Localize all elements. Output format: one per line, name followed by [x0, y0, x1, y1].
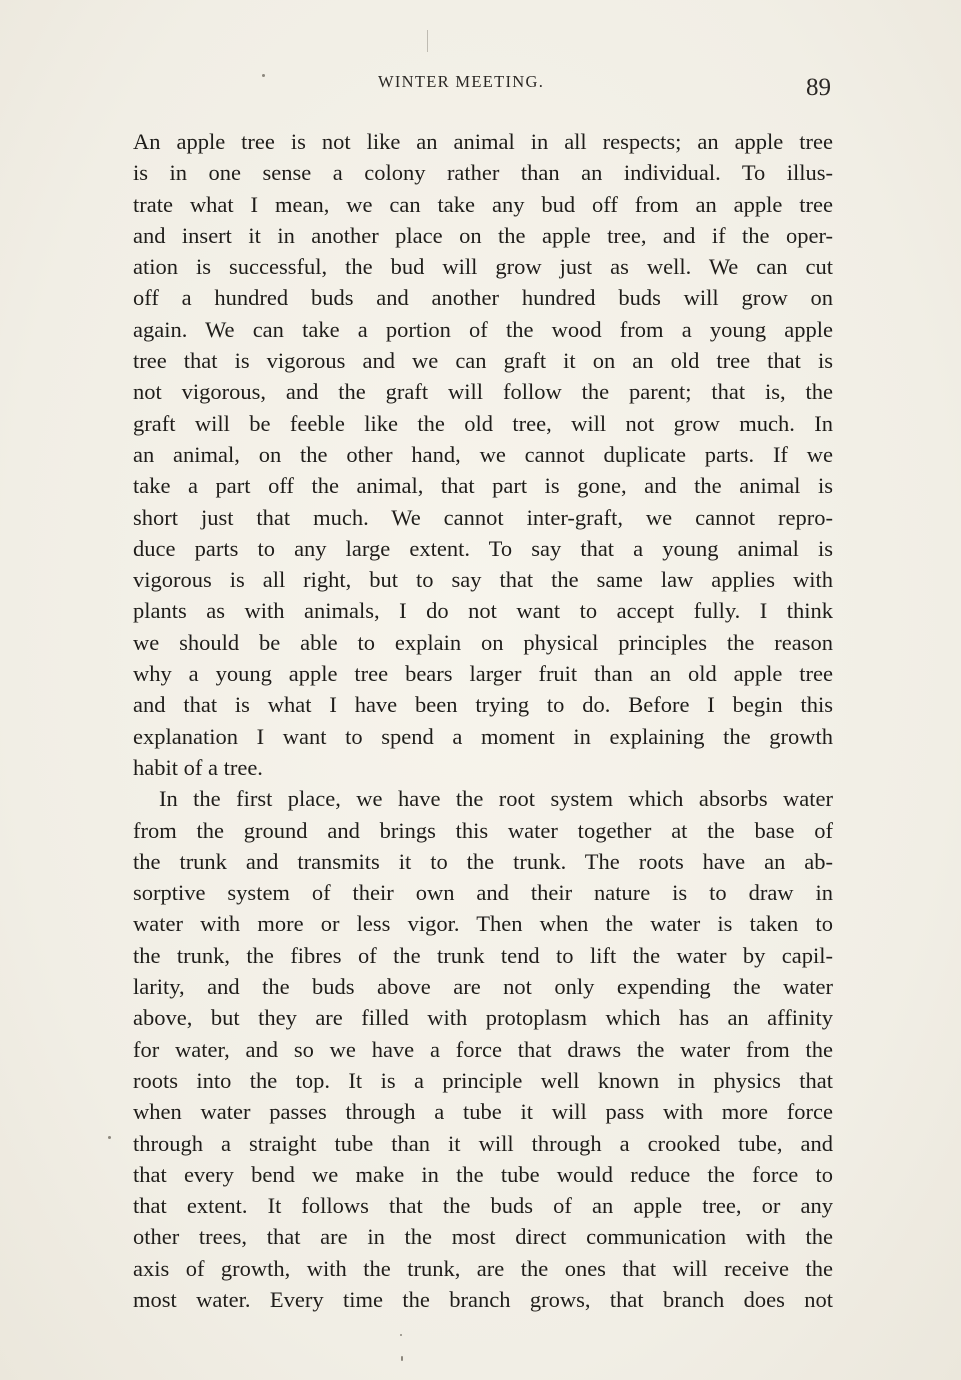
scan-speck: [400, 1334, 402, 1336]
text-line: roots into the top. It is a principle well known in physics that: [133, 1067, 833, 1093]
text-line: ation is successful, the bud will grow just as well. We can cut: [133, 254, 833, 280]
text-line: tree that is vigorous and we can graft it on an old tree that is: [133, 348, 833, 374]
scan-speck: [262, 74, 265, 77]
text-line: water with more or less vigor. Then when the water is taken to: [133, 911, 833, 937]
text-line: other trees, that are in the most direct communication with the: [133, 1224, 833, 1250]
text-line: is in one sense a colony rather than an individual. To illus-: [133, 160, 833, 186]
text-line: that every bend we make in the tube would reduce the force to: [133, 1161, 833, 1187]
text-line: In the first place, we have the root system which absorbs water: [159, 786, 833, 812]
text-line: that extent. It follows that the buds of an apple tree, or any: [133, 1193, 833, 1219]
paragraph-1: [133, 126, 833, 783]
scan-speck: [108, 1136, 111, 1139]
text-line: and insert it in another place on the apple tree, and if the oper-: [133, 222, 833, 248]
text-line: short just that much. We cannot inter-graft, we cannot repro-: [133, 504, 833, 530]
text-line: most water. Every time the branch grows, that branch does not: [133, 1286, 833, 1312]
text-line: not vigorous, and the graft will follow the parent; that is, the: [133, 379, 833, 405]
text-line: duce parts to any large extent. To say that a young animal is: [133, 535, 833, 561]
text-line: above, but they are filled with protoplasm which has an affinity: [133, 1005, 833, 1031]
text-line: we should be able to explain on physical principles the reason: [133, 629, 833, 655]
text-line: An apple tree is not like an animal in all respects; an apple tree: [133, 129, 833, 154]
text-line: habit of a tree.: [133, 754, 263, 780]
text-line: and that is what I have been trying to do. Before I begin this: [133, 692, 833, 718]
text-line: graft will be feeble like the old tree, will not grow much. In: [133, 410, 833, 436]
text-line: take a part off the animal, that part is gone, and the animal is: [133, 473, 833, 499]
text-line: through a straight tube than it will through a crooked tube, and: [133, 1130, 833, 1156]
text-line: for water, and so we have a force that draws the water from the: [133, 1036, 833, 1062]
page-number: 89: [806, 74, 831, 101]
text-line: axis of growth, with the trunk, are the ones that will receive the: [133, 1255, 833, 1281]
scan-speck: [427, 30, 428, 52]
text-line: vigorous is all right, but to say that the same law applies with: [133, 567, 833, 593]
text-line: explanation I want to spend a moment in explaining the growth: [133, 723, 833, 749]
text-line: the trunk, the fibres of the trunk tend to lift the water by capil-: [133, 942, 833, 968]
text-line: plants as with animals, I do not want to accept fully. I think: [133, 598, 833, 624]
text-line: an animal, on the other hand, we cannot duplicate parts. If we: [133, 441, 833, 467]
body-text: [133, 126, 833, 1315]
text-line: off a hundred buds and another hundred buds will grow on: [133, 285, 833, 311]
text-line: again. We can take a portion of the wood from a young apple: [133, 316, 833, 342]
running-head: WINTER MEETING.: [378, 72, 545, 91]
text-line: trate what I mean, we can take any bud off from an apple tree: [133, 191, 833, 217]
text-line: larity, and the buds above are not only expending the water: [133, 974, 833, 1000]
scan-speck: [401, 1356, 403, 1361]
text-line: the trunk and transmits it to the trunk. The roots have an ab-: [133, 848, 833, 874]
text-line: why a young apple tree bears larger fruit than an old apple tree: [133, 661, 833, 687]
text-line: sorptive system of their own and their nature is to draw in: [133, 880, 833, 906]
paragraph-2: [133, 783, 833, 1315]
text-line: from the ground and brings this water together at the base of: [133, 817, 833, 843]
text-line: when water passes through a tube it will pass with more force: [133, 1099, 833, 1125]
